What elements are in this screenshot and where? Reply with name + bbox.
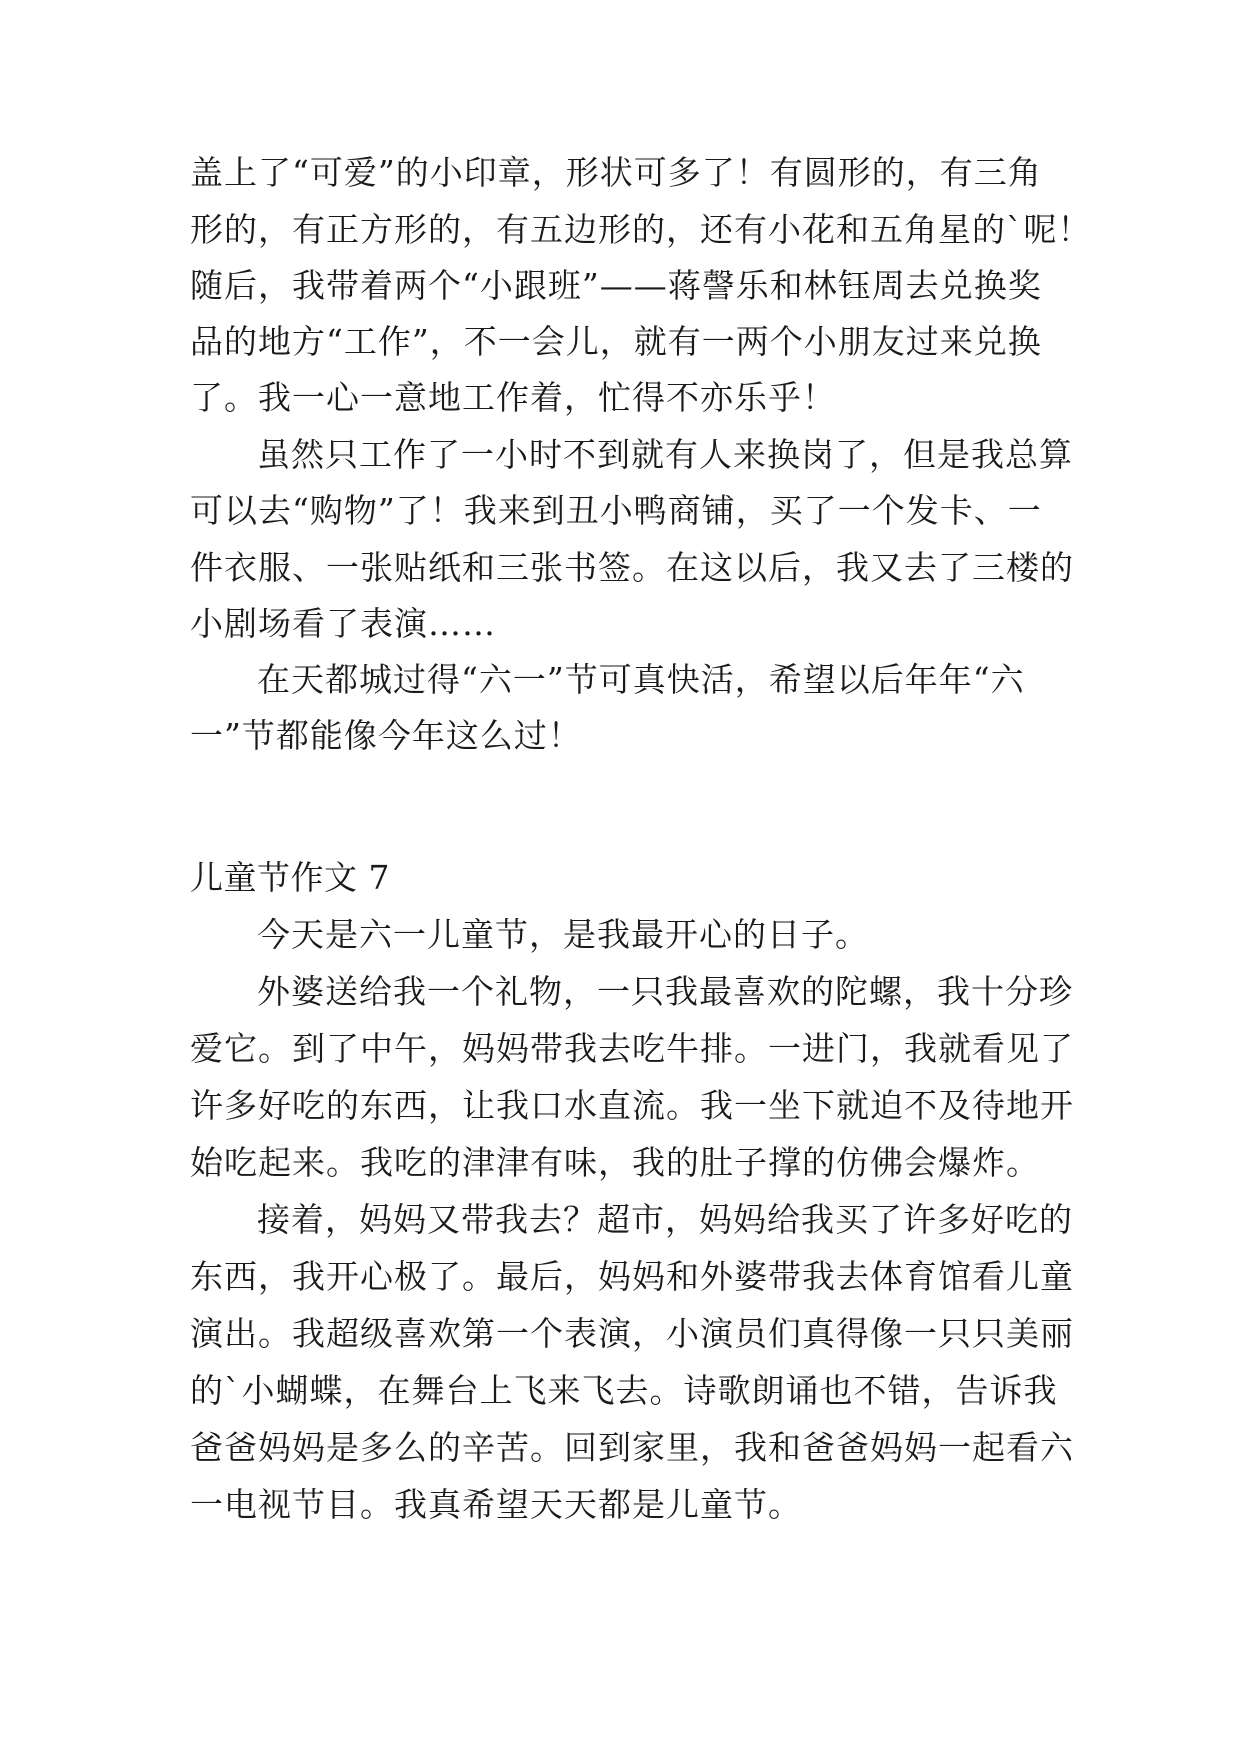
paragraph-line: 爱它。到了中午，妈妈带我去吃牛排。一进门，我就看见了 xyxy=(190,1029,1074,1068)
paragraph-line: 可以去“购物”了！我来到丑小鸭商铺，买了一个发卡、一 xyxy=(190,491,1042,530)
paragraph-line: 的`小蝴蝶，在舞台上飞来飞去。诗歌朗诵也不错，告诉我 xyxy=(190,1371,1058,1410)
paragraph-line: 爸爸妈妈是多么的辛苦。回到家里，我和爸爸妈妈一起看六 xyxy=(190,1428,1074,1467)
paragraph-line: 小剧场看了表演…… xyxy=(190,604,496,643)
paragraph-line: 演出。我超级喜欢第一个表演，小演员们真得像一只只美丽 xyxy=(190,1314,1074,1353)
paragraph-line: 随后，我带着两个“小跟班”——蒋謦乐和林钰周去兑换奖 xyxy=(190,266,1042,305)
paragraph-line: 一电视节目。我真希望天天都是儿童节。 xyxy=(190,1485,802,1524)
paragraph-line: 一”节都能像今年这么过！ xyxy=(190,716,582,755)
paragraph-line: 东西，我开心极了。最后，妈妈和外婆带我去体育馆看儿童 xyxy=(190,1257,1074,1296)
paragraph-line: 虽然只工作了一小时不到就有人来换岗了，但是我总算 xyxy=(257,435,1073,474)
paragraph-line: 许多好吃的东西，让我口水直流。我一坐下就迫不及待地开 xyxy=(190,1086,1074,1125)
paragraph-line: 品的地方“工作”，不一会儿，就有一两个小朋友过来兑换 xyxy=(190,322,1042,361)
paragraph-line: 今天是六一儿童节，是我最开心的日子。 xyxy=(257,915,869,954)
paragraph-line: 始吃起来。我吃的津津有味，我的肚子撑的仿佛会爆炸。 xyxy=(190,1143,1040,1182)
paragraph-line: 形的，有正方形的，有五边形的，还有小花和五角星的`呢！ xyxy=(190,210,1092,249)
essay-title: 儿童节作文 7 xyxy=(190,858,390,897)
paragraph-line: 接着，妈妈又带我去？超市，妈妈给我买了许多好吃的 xyxy=(257,1200,1073,1239)
paragraph-line: 盖上了“可爱”的小印章，形状可多了！有圆形的，有三角 xyxy=(190,153,1042,192)
paragraph-line: 了。我一心一意地工作着，忙得不亦乐乎！ xyxy=(190,378,836,417)
paragraph-line: 在天都城过得“六一”节可真快活，希望以后年年“六 xyxy=(257,660,1025,699)
paragraph-line: 外婆送给我一个礼物，一只我最喜欢的陀螺，我十分珍 xyxy=(257,972,1073,1011)
paragraph-line: 件衣服、一张贴纸和三张书签。在这以后，我又去了三楼的 xyxy=(190,548,1074,587)
